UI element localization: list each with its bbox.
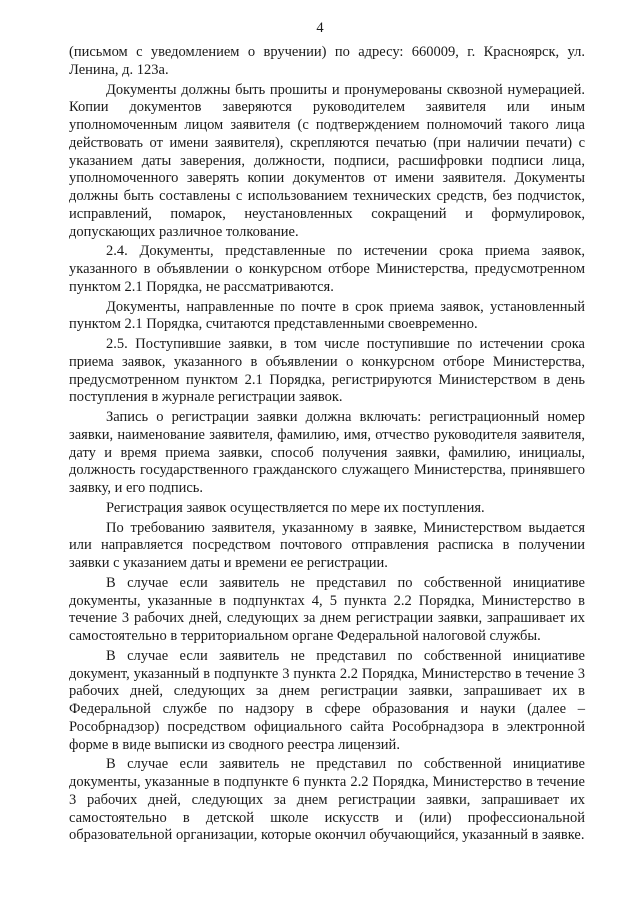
paragraph-receipt: По требованию заявителя, указанному в заявке, Министерством выдается или направляется посредством почтового отправления расписка в получении заявки с указанием даты и времени ее регистрации.	[69, 519, 585, 571]
paragraph-2-5: 2.5. Поступившие заявки, в том числе поступившие по истечении срока приема заявок, указанного в объявлении о конкурсном отборе Министерства, предусмотренном пунктом 2.1 Порядка, регистрируются Министерством в день поступления в журнале регистрации заявок.	[69, 336, 585, 406]
paragraph-tax-service-request: В случае если заявитель не представил по собственной инициативе документы, указанные в подпунктах 4, 5 пункта 2.2 Порядка, Министерство в течение 3 рабочих дней, следующих за днем регистрации заявки, запрашивает их самостоятельно в территориальном органе Федеральной налоговой службы.	[69, 574, 585, 644]
paragraph-mail-documents: Документы, направленные по почте в срок приема заявок, установленный пунктом 2.1 Порядка, считаются представленными своевременно.	[69, 298, 585, 333]
paragraph-rosobrnadzor-request: В случае если заявитель не представил по собственной инициативе документ, указанный в подпункте 3 пункта 2.2 Порядка, Министерство в течение 3 рабочих дней, следующих за днем регистрации заявки, запрашивает их в Федеральной службе по надзору в сфере образования и науки (далее – Рособрнадзор) посредством официального сайта Рособрнадзора в электронной форме в виде выписки из сводного реестра лицензий.	[69, 647, 585, 753]
paragraph-registration-record: Запись о регистрации заявки должна включать: регистрационный номер заявки, наименование заявителя, фамилию, имя, отчество руководителя заявителя, дату и время приема заявки, способ получения заявки, фамилию, инициалы, должность государственного гражданского служащего Министерства, принявшего заявку, и его подпись.	[69, 409, 585, 496]
paragraph-2-4: 2.4. Документы, представленные по истечении срока приема заявок, указанного в объявлении о конкурсном отборе Министерства, предусмотренном пунктом 2.1 Порядка, не рассматриваются.	[69, 243, 585, 295]
paragraph-school-request: В случае если заявитель не представил по собственной инициативе документы, указанные в подпункте 6 пункта 2.2 Порядка, Министерство в течение 3 рабочих дней, следующих за днем регистрации заявки, запрашивает их самостоятельно в детской школе искусств и (или) профессиональной образовательной организации, которые окончил обучающийся, указанный в заявке.	[69, 756, 585, 844]
paragraph-address: (письмом с уведомлением о вручении) по адресу: 660009, г. Красноярск, ул. Ленина, д. 123а.	[69, 44, 585, 78]
paragraph-document-requirements: Документы должны быть прошиты и пронумерованы сквозной нумерацией. Копии документов заверяются руководителем заявителя или иным уполномоченным лицом заявителя (с подтверждением полномочий такого лица действовать от имени заявителя), скрепляются печатью (при наличии печати) с указанием даты заверения, должности, подписи, расшифровки подписи лица, уполномоченного заверять копии документов от имени заявителя. Документы должны быть составлены с использованием технических средств, без подчисток, исправлений, помарок, неустановленных сокращений и формулировок, допускающих различное толкование.	[69, 81, 585, 240]
paragraph-registration-order: Регистрация заявок осуществляется по мере их поступления.	[106, 499, 485, 516]
document-body	[69, 44, 585, 847]
page-number: 4	[316, 20, 324, 36]
